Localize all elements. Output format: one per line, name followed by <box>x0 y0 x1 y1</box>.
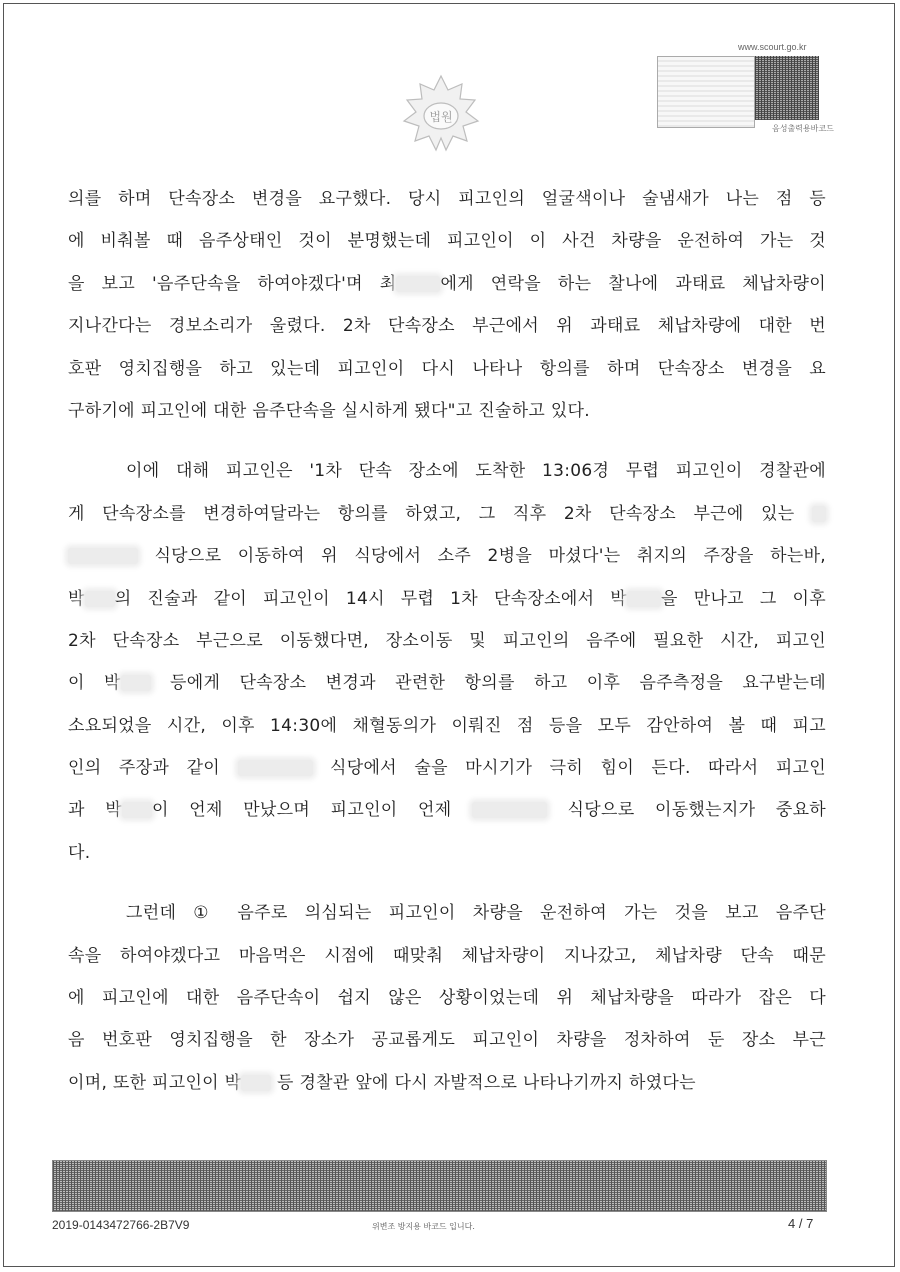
redacted-name <box>121 675 151 691</box>
text-line: 게 단속장소를 변경하여달라는 항의를 하였고, 그 직후 2차 단속장소 부근에 있는 <box>68 493 826 535</box>
barcode-caption: 음성출력용바코드 <box>772 124 834 133</box>
redacted-name <box>85 591 115 607</box>
redacted-name <box>122 802 152 818</box>
redacted-name <box>627 591 661 607</box>
text-line: 음 번호판 영치집행을 한 장소가 공교롭게도 피고인이 차량을 정차하여 둔 장소 부근 <box>68 1030 826 1051</box>
redacted-name <box>396 276 440 292</box>
text-line: 이며, 또한 피고인이 박 등 경찰관 앞에 다시 자발적으로 나타나기까지 하였다는 <box>68 1072 696 1093</box>
redacted-name <box>68 548 138 564</box>
text-line: 식당으로 이동하여 위 식당에서 소주 2병을 마셨다'는 취지의 주장을 하는바, <box>68 535 826 577</box>
court-emblem-icon <box>396 70 486 160</box>
text-line: 소요되었을 시간, 이후 14:30에 채혈동의가 이뤄진 점 등을 모두 감안하여 볼 때 피고 <box>68 715 826 736</box>
anti-forgery-notice: 위변조 방지용 바코드 입니다. <box>372 1222 475 1231</box>
text-line: 구하기에 피고인에 대한 음주단속을 실시하게 됐다"고 진술하고 있다. <box>68 400 590 421</box>
text-line: 호판 영치집행을 하고 있는데 피고인이 다시 나타나 항의를 하며 단속장소 변경을 요 <box>68 358 826 379</box>
redacted-name <box>812 506 826 522</box>
text-line: 과 박 이 언제 만났으며 피고인이 언제 식당으로 이동했는지가 중요하 <box>68 800 827 821</box>
text-line: 이에 대해 피고인은 '1차 단속 장소에 도착한 13:06경 무렵 피고인이 경찰관에 <box>126 461 826 482</box>
text-line: 인의 주장과 같이 식당에서 술을 마시기가 극히 힘이 든다. 따라서 피고인 <box>68 758 826 779</box>
text-line: 에 피고인에 대한 음주단속이 쉽지 않은 상황이었는데 위 체납차량을 따라가 잡은 다 <box>68 988 826 1009</box>
barcode-icon <box>755 56 819 120</box>
text-line: 2차 단속장소 부근으로 이동했다면, 장소이동 및 피고인의 음주에 필요한 시간, 피고인 <box>68 630 826 651</box>
redacted-name <box>241 1075 271 1091</box>
emblem-label: 법원 <box>429 110 453 124</box>
paragraph-spacer <box>68 432 826 450</box>
redacted-name <box>238 760 313 776</box>
anti-forgery-barcode <box>52 1160 827 1212</box>
redacted-name <box>472 802 547 818</box>
text-line: 의를 하며 단속장소 변경을 요구했다. 당시 피고인의 얼굴색이나 술냄새가 나는 점 등 <box>68 189 826 209</box>
document-body <box>68 178 826 1104</box>
page-number: 4 / 7 <box>788 1216 814 1231</box>
text-line: 을 보고 '음주단속을 하여야겠다'며 최 에게 연락을 하는 찰나에 과태료 체납차량이 <box>68 273 827 294</box>
paragraph-spacer <box>68 874 826 892</box>
court-url: www.scourt.go.kr <box>738 42 807 52</box>
text-line: 이 박 등에게 단속장소 변경과 관련한 항의를 하고 이후 음주측정을 요구받는데 <box>68 673 826 694</box>
text-line: 속을 하여야겠다고 마음먹은 시점에 때맞춰 체납차량이 지나갔고, 체납차량 단속 때문 <box>68 945 826 966</box>
text-line: 박 의 진술과 같이 피고인이 14시 무렵 1차 단속장소에서 박 을 만나고 그 이후 <box>68 588 827 609</box>
document-id: 2019-0143472766-2B7V9 <box>52 1218 190 1232</box>
security-pattern <box>657 56 755 128</box>
text-line: 다. <box>68 842 91 863</box>
text-line: 에 비춰볼 때 음주상태인 것이 분명했는데 피고인이 이 사건 차량을 운전하여 가는 것 <box>68 231 826 252</box>
text-line: 지나간다는 경보소리가 울렸다. 2차 단속장소 부근에서 위 과태료 체납차량에 대한 번 <box>68 316 826 337</box>
text-line: 그런데 ① 음주로 의심되는 피고인이 차량을 운전하여 가는 것을 보고 음주단 <box>126 903 826 924</box>
